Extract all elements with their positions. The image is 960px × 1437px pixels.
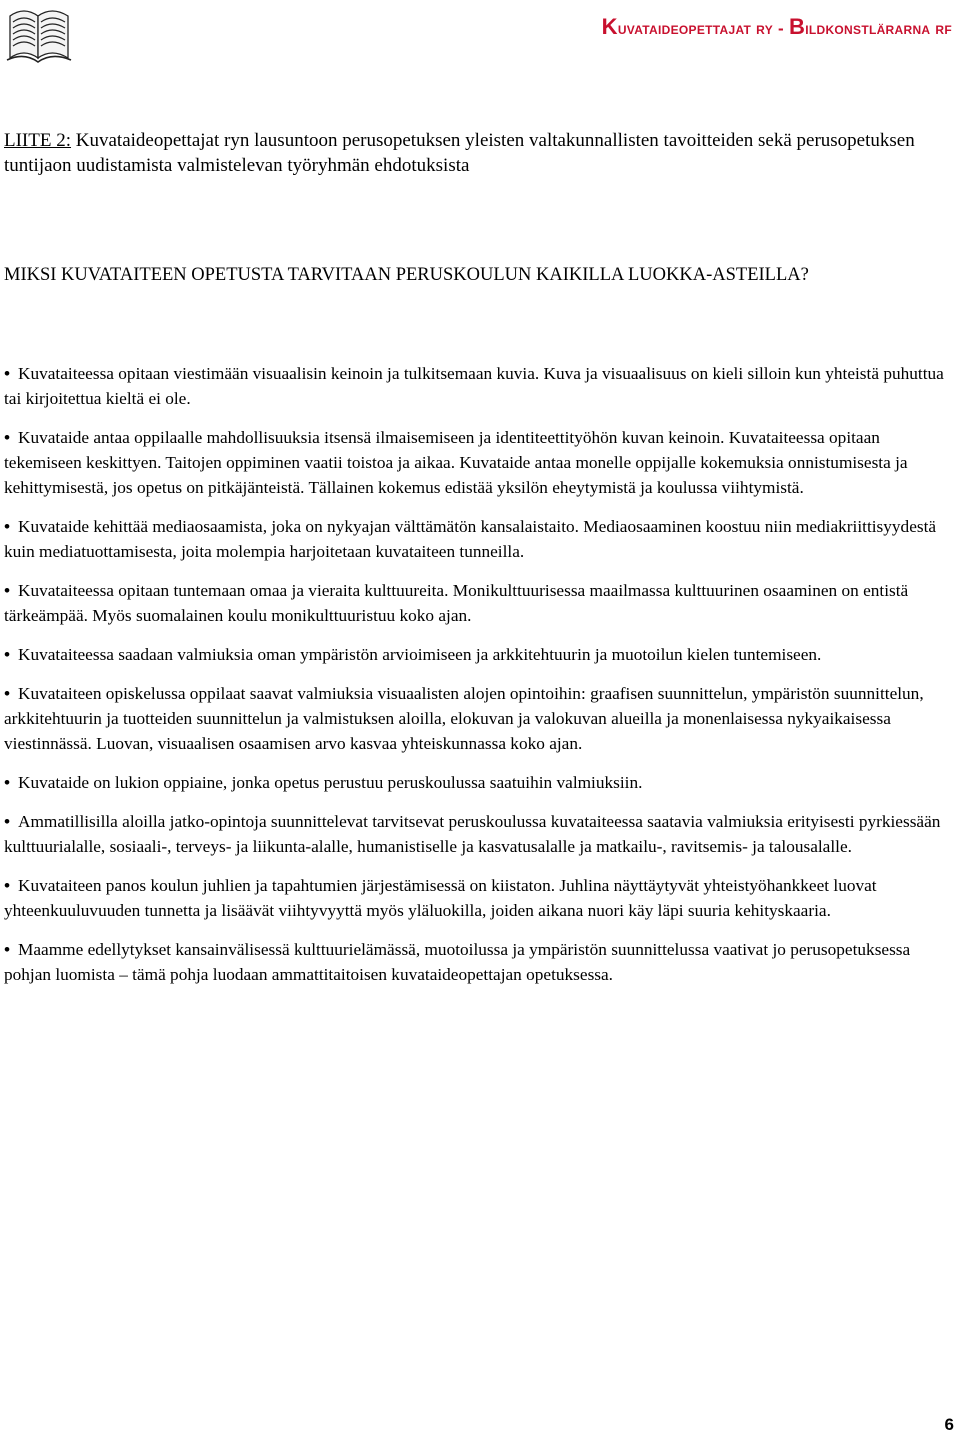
bullet-list: [4, 361, 950, 1001]
open-book-icon: [4, 2, 74, 64]
org-name-part: K: [601, 14, 618, 39]
organization-header: [602, 14, 952, 40]
list-item: • Maamme edellytykset kansainvälisessä kulttuurielämässä, muotoilussa ja ympäristön suunnittelussa vaativat jo perusopetuksessa pohjan luomista – tämä pohja luodaan ammattitaitoisen kuvataideopettajan opetuksessa.: [4, 937, 950, 987]
attachment-title: [4, 128, 944, 178]
list-item: • Kuvataiteessa opitaan viestimään visuaalisin keinoin ja tulkitsemaan kuvia. Kuva ja visuaalisuus on kieli silloin kun yhteistä puhuttua tai kirjoitettua kieltä ei ole.: [4, 361, 950, 411]
list-item: • Kuvataide antaa oppilaalle mahdollisuuksia itsensä ilmaisemiseen ja identiteettityöhön kuvan keinoin. Kuvataiteessa opitaan tekemiseen keskittyen. Taitojen oppiminen vaatii toistoa ja aikaa. Kuvataide antaa monelle oppijalle kokemuksia onnistumisesta ja kehittymisestä, jos opetus on pitkäjänteistä. Tällainen kokemus edistää yksilön eheytymistä ja koulussa viihtymistä.: [4, 425, 950, 500]
list-item: • Kuvataiteen panos koulun juhlien ja tapahtumien järjestämisessä on kiistaton. Juhlina näyttäytyvät yhteistyöhankkeet luovat yhteenkuuluvuuden tunnetta ja lisäävät viihtyvyyttä myös yläluokilla, joiden aikana nuori käy läpi suuria kehityskaaria.: [4, 873, 950, 923]
list-item: • Kuvataiteen opiskelussa oppilaat saavat valmiuksia visuaalisten alojen opintoihin: graafisen suunnittelun, ympäristön suunnittelun, arkkitehtuurin ja tuotteiden suunnittelun ja valmistuksen aloilla, elokuvan ja valokuvan alueilla ja monenlaisessa nykyaikaisessa viestinnässä. Luovan, visuaalisen osaamisen arvo kasvaa yhteiskunnassa koko ajan.: [4, 681, 950, 756]
org-name-part: uvataideopettajat ry -: [617, 19, 790, 38]
list-item: • Ammatillisilla aloilla jatko-opintoja suunnittelevat tarvitsevat peruskoulussa kuvataiteessa saatavia valmiuksia erityisesti pyrkiessään kulttuurialalle, sosiaali-, terveys- ja liikunta-alalle, humanistiselle ja kasvatusalalle ja matkailu-, ravitsemis- ja talousalalle.: [4, 809, 950, 859]
org-name-part: B: [789, 14, 806, 39]
list-item: • Kuvataiteessa opitaan tuntemaan omaa ja vieraita kulttuureita. Monikulttuurisessa maailmassa kulttuurinen osaaminen on entistä tärkeämpää. Myös suomalainen koulu monikulttuuristuu koko ajan.: [4, 578, 950, 628]
attachment-label: LIITE 2:: [4, 130, 72, 151]
list-item: • Kuvataide kehittää mediaosaamista, joka on nykyajan välttämätön kansalaistaito. Mediaosaaminen koostuu niin mediakriittisyydestä kuin mediatuottamisesta, joita molempia harjoitetaan kuvataiteen tunneilla.: [4, 514, 950, 564]
page-number: 6: [944, 1415, 954, 1434]
section-heading: MIKSI KUVATAITEEN OPETUSTA TARVITAAN PERUSKOULUN KAIKILLA LUOKKA-ASTEILLA?: [4, 265, 809, 285]
list-item: • Kuvataiteessa saadaan valmiuksia oman ympäristön arvioimiseen ja arkkitehtuurin ja muotoilun kielen tuntemiseen.: [4, 642, 950, 667]
org-name-part: ildkonstlärarna rf: [805, 19, 952, 38]
attachment-title-text: Kuvataideopettajat ryn lausuntoon perusopetuksen yleisten valtakunnallisten tavoitteiden sekä perusopetuksen tuntijaon uudistamista valmistelevan työryhmän ehdotuksista: [4, 130, 915, 176]
list-item: • Kuvataide on lukion oppiaine, jonka opetus perustuu peruskoulussa saatuihin valmiuksiin.: [4, 770, 950, 795]
